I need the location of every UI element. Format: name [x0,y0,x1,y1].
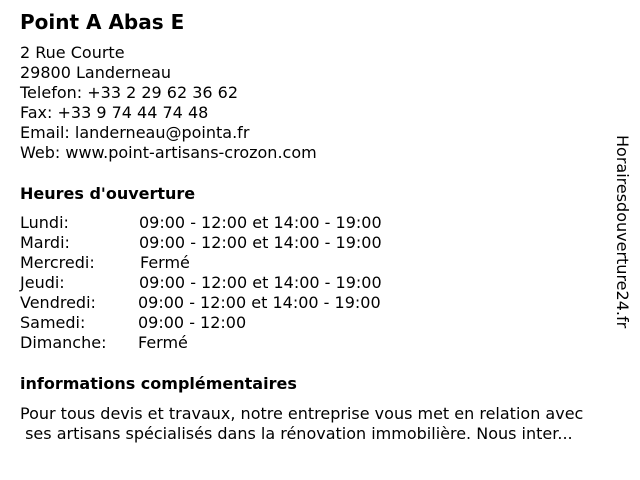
day-label: Lundi: [20,213,69,232]
day-hours: 09:00 - 12:00 et 14:00 - 19:00 [139,213,382,232]
day-label: Mercredi: [20,253,95,272]
fax-number: Fax: +33 9 74 44 74 48 [20,103,209,122]
day-hours: 09:00 - 12:00 et 14:00 - 19:00 [139,273,382,292]
description-line: Pour tous devis et travaux, notre entreprise vous met en relation avec [20,404,584,423]
description-line: ses artisans spécialisés dans la rénovation immobilière. Nous inter... [20,424,573,443]
additional-info-text [20,404,583,444]
day-hours: 09:00 - 12:00 et 14:00 - 19:00 [138,293,381,312]
email-address: Email: landerneau@pointa.fr [20,123,250,142]
website-address: Web: www.point-artisans-crozon.com [20,143,317,162]
opening-hours-heading: Heures d'ouverture [20,184,196,203]
day-label: Vendredi: [20,293,96,312]
business-name: Point A Abas E [20,10,185,34]
phone-number: Telefon: +33 2 29 62 36 62 [20,83,239,102]
day-label: Dimanche: [20,333,107,352]
day-hours: 09:00 - 12:00 [138,313,247,332]
additional-info-heading: informations complémentaires [20,374,297,393]
day-label: Jeudi: [20,273,65,292]
day-hours: Fermé [138,333,188,352]
site-watermark: Horairesdouverture24.fr [613,135,632,329]
address-street: 2 Rue Courte [20,43,125,62]
day-hours: 09:00 - 12:00 et 14:00 - 19:00 [139,233,382,252]
day-label: Mardi: [20,233,70,252]
day-label: Samedi: [20,313,86,332]
address-city: 29800 Landerneau [20,63,172,82]
day-hours: Fermé [140,253,190,272]
contact-block [20,43,317,163]
